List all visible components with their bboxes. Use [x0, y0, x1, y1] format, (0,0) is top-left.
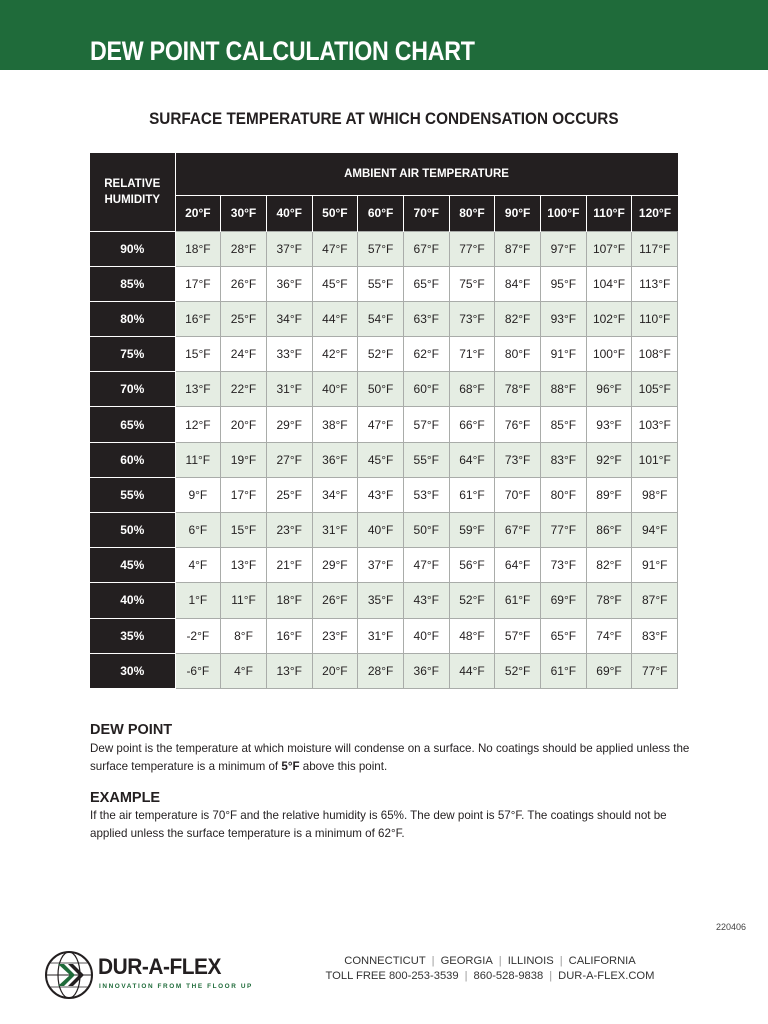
dew-point-cell: 86°F [586, 513, 632, 548]
column-header: 20°F [175, 195, 221, 231]
footer-toll-free: TOLL FREE 800-253-3539 [325, 970, 459, 982]
dew-point-cell: 65°F [403, 266, 449, 301]
dew-point-text-start: Dew point is the temperature at which moisture will condense on a surface. No coatings should be applied unless the surface temperature is a minimum of [90, 742, 690, 773]
footer-divider: | [559, 955, 563, 967]
footer-divider: | [549, 970, 553, 982]
dew-point-cell: 55°F [358, 266, 404, 301]
dew-point-cell: 83°F [541, 442, 587, 477]
dew-point-cell: 43°F [358, 477, 404, 512]
dew-point-cell: 77°F [632, 653, 678, 688]
column-header: 120°F [632, 195, 678, 231]
dew-point-cell: 13°F [266, 653, 312, 688]
humidity-cell: 85% [90, 266, 175, 301]
table-body [90, 231, 678, 688]
dew-point-cell: 61°F [495, 583, 541, 618]
dew-point-cell: 45°F [358, 442, 404, 477]
humidity-cell: 70% [90, 372, 175, 407]
dew-point-cell: 91°F [541, 337, 587, 372]
humidity-cell: 30% [90, 653, 175, 688]
dew-point-cell: 17°F [221, 477, 267, 512]
humidity-cell: 50% [90, 513, 175, 548]
dew-point-cell: 93°F [541, 301, 587, 336]
dew-point-cell: 16°F [266, 618, 312, 653]
dew-point-cell: 105°F [632, 372, 678, 407]
dew-point-cell: 60°F [403, 372, 449, 407]
page-title: DEW POINT CALCULATION CHART [90, 36, 475, 66]
dew-point-cell: 45°F [312, 266, 358, 301]
dew-point-cell: 89°F [586, 477, 632, 512]
humidity-cell: 60% [90, 442, 175, 477]
footer-website-link[interactable]: DUR-A-FLEX.COM [558, 970, 655, 982]
dew-point-cell: 82°F [495, 301, 541, 336]
footer-location: CALIFORNIA [568, 955, 636, 967]
dew-point-cell: 29°F [312, 548, 358, 583]
dew-point-cell: 33°F [266, 337, 312, 372]
globe-logo-icon [44, 950, 94, 1000]
dew-point-cell: 67°F [403, 231, 449, 266]
dew-point-cell: 36°F [266, 266, 312, 301]
column-header: 90°F [495, 195, 541, 231]
column-header: 80°F [449, 195, 495, 231]
column-header: 40°F [266, 195, 312, 231]
dew-point-cell: 18°F [175, 231, 221, 266]
dew-point-cell: 42°F [312, 337, 358, 372]
humidity-cell: 35% [90, 618, 175, 653]
dew-point-cell: 78°F [586, 583, 632, 618]
dew-point-cell: 74°F [586, 618, 632, 653]
dew-point-cell: 11°F [175, 442, 221, 477]
dew-point-cell: 17°F [175, 266, 221, 301]
dew-point-cell: 66°F [449, 407, 495, 442]
humidity-cell: 65% [90, 407, 175, 442]
dew-point-cell: 71°F [449, 337, 495, 372]
table-row [90, 337, 678, 372]
dew-point-cell: 28°F [358, 653, 404, 688]
dew-point-cell: 4°F [175, 548, 221, 583]
dew-point-cell: 57°F [403, 407, 449, 442]
dew-point-cell: 31°F [312, 513, 358, 548]
table-row [90, 407, 678, 442]
dew-point-cell: 117°F [632, 231, 678, 266]
dew-point-cell: 69°F [586, 653, 632, 688]
ambient-air-header: AMBIENT AIR TEMPERATURE [175, 153, 678, 195]
dew-point-cell: 25°F [266, 477, 312, 512]
humidity-cell: 45% [90, 548, 175, 583]
dew-point-cell: 36°F [312, 442, 358, 477]
dew-point-cell: 64°F [449, 442, 495, 477]
dew-point-cell: 52°F [449, 583, 495, 618]
dew-point-cell: 103°F [632, 407, 678, 442]
dew-point-cell: 68°F [449, 372, 495, 407]
page-subtitle [0, 109, 768, 129]
dew-point-cell: 23°F [266, 513, 312, 548]
table-row [90, 301, 678, 336]
dew-point-cell: 20°F [221, 407, 267, 442]
table-row [90, 653, 678, 688]
dew-point-cell: 55°F [403, 442, 449, 477]
footer-location: GEORGIA [440, 955, 493, 967]
dew-point-cell: 47°F [312, 231, 358, 266]
dew-point-cell: 31°F [266, 372, 312, 407]
dew-point-cell: 80°F [541, 477, 587, 512]
dur-a-flex-logo [44, 948, 264, 1002]
dew-point-table [90, 153, 678, 689]
column-header: 60°F [358, 195, 404, 231]
dew-point-cell: -6°F [175, 653, 221, 688]
dew-point-cell: 44°F [449, 653, 495, 688]
dew-point-cell: 78°F [495, 372, 541, 407]
dew-point-cell: 22°F [221, 372, 267, 407]
dew-point-title: DEW POINT [90, 722, 173, 738]
dew-point-cell: 95°F [541, 266, 587, 301]
example-text: If the air temperature is 70°F and the relative humidity is 65%. The dew point is 57°F. The coatings should not be applied unless the surface temperature is a minimum of 62°F. [90, 809, 667, 840]
dew-point-cell: 40°F [403, 618, 449, 653]
dew-point-cell: 47°F [358, 407, 404, 442]
dew-point-cell: 76°F [495, 407, 541, 442]
dew-point-cell: 62°F [403, 337, 449, 372]
dew-point-cell: 40°F [312, 372, 358, 407]
table-row [90, 477, 678, 512]
dew-point-cell: 61°F [541, 653, 587, 688]
table-row [90, 442, 678, 477]
dew-point-cell: 82°F [586, 548, 632, 583]
title-banner [0, 0, 768, 70]
table-row [90, 548, 678, 583]
dew-point-cell: 12°F [175, 407, 221, 442]
footer-divider: | [431, 955, 435, 967]
humidity-cell: 90% [90, 231, 175, 266]
dew-point-cell: 75°F [449, 266, 495, 301]
dew-point-cell: 61°F [449, 477, 495, 512]
dew-point-text [90, 740, 690, 776]
dew-point-text-end: above this point. [299, 760, 388, 773]
dew-point-cell: 77°F [449, 231, 495, 266]
table-row [90, 618, 678, 653]
dew-point-cell: 11°F [221, 583, 267, 618]
table-row [90, 266, 678, 301]
dew-point-cell: -2°F [175, 618, 221, 653]
humidity-cell: 75% [90, 337, 175, 372]
dew-point-cell: 13°F [175, 372, 221, 407]
dew-point-cell: 56°F [449, 548, 495, 583]
dew-point-cell: 37°F [358, 548, 404, 583]
humidity-cell: 80% [90, 301, 175, 336]
dew-point-cell: 113°F [632, 266, 678, 301]
dew-point-cell: 97°F [541, 231, 587, 266]
dew-point-cell: 54°F [358, 301, 404, 336]
dew-point-cell: 15°F [221, 513, 267, 548]
dew-point-cell: 73°F [449, 301, 495, 336]
dew-point-cell: 80°F [495, 337, 541, 372]
column-header: 70°F [403, 195, 449, 231]
dew-point-cell: 84°F [495, 266, 541, 301]
dew-point-cell: 8°F [221, 618, 267, 653]
dew-point-cell: 24°F [221, 337, 267, 372]
dew-point-cell: 69°F [541, 583, 587, 618]
dew-point-text-bold: 5°F [281, 760, 300, 773]
dew-point-cell: 40°F [358, 513, 404, 548]
dew-point-cell: 100°F [586, 337, 632, 372]
dew-point-cell: 21°F [266, 548, 312, 583]
dew-point-cell: 43°F [403, 583, 449, 618]
footer-locations [300, 955, 680, 967]
dew-point-cell: 59°F [449, 513, 495, 548]
table-row [90, 231, 678, 266]
example-title: EXAMPLE [90, 790, 161, 806]
footer-divider: | [464, 970, 468, 982]
dew-point-cell: 104°F [586, 266, 632, 301]
dew-point-cell: 70°F [495, 477, 541, 512]
column-header-row [90, 195, 678, 231]
dew-point-cell: 83°F [632, 618, 678, 653]
rh-header-line1: RELATIVE [104, 177, 161, 190]
dew-point-cell: 29°F [266, 407, 312, 442]
dew-point-cell: 52°F [495, 653, 541, 688]
logo-tagline: INNOVATION FROM THE FLOOR UP [99, 983, 253, 990]
dew-point-cell: 15°F [175, 337, 221, 372]
footer-location: CONNECTICUT [344, 955, 426, 967]
dew-point-cell: 53°F [403, 477, 449, 512]
dew-point-cell: 87°F [495, 231, 541, 266]
dew-point-cell: 44°F [312, 301, 358, 336]
dew-point-cell: 34°F [312, 477, 358, 512]
dew-point-cell: 102°F [586, 301, 632, 336]
dew-point-cell: 65°F [541, 618, 587, 653]
dew-point-cell: 4°F [221, 653, 267, 688]
humidity-cell: 55% [90, 477, 175, 512]
dew-point-cell: 107°F [586, 231, 632, 266]
dew-point-cell: 25°F [221, 301, 267, 336]
dew-point-cell: 57°F [495, 618, 541, 653]
dew-point-cell: 28°F [221, 231, 267, 266]
dew-point-cell: 47°F [403, 548, 449, 583]
dew-point-cell: 85°F [541, 407, 587, 442]
dew-point-cell: 63°F [403, 301, 449, 336]
dew-point-cell: 101°F [632, 442, 678, 477]
dew-point-cell: 23°F [312, 618, 358, 653]
dew-point-cell: 20°F [312, 653, 358, 688]
dew-point-cell: 94°F [632, 513, 678, 548]
footer-contacts [300, 970, 680, 982]
dew-point-cell: 26°F [221, 266, 267, 301]
column-header: 50°F [312, 195, 358, 231]
dew-point-cell: 50°F [358, 372, 404, 407]
footer-divider: | [498, 955, 502, 967]
dew-point-cell: 98°F [632, 477, 678, 512]
dew-point-cell: 38°F [312, 407, 358, 442]
dew-point-cell: 110°F [632, 301, 678, 336]
dew-point-cell: 27°F [266, 442, 312, 477]
relative-humidity-header [90, 153, 175, 231]
dew-point-cell: 64°F [495, 548, 541, 583]
column-header: 100°F [541, 195, 587, 231]
dew-point-cell: 88°F [541, 372, 587, 407]
table-row [90, 513, 678, 548]
dew-point-cell: 108°F [632, 337, 678, 372]
table-row [90, 372, 678, 407]
dew-point-cell: 77°F [541, 513, 587, 548]
dew-point-cell: 34°F [266, 301, 312, 336]
dew-point-cell: 1°F [175, 583, 221, 618]
dew-point-cell: 92°F [586, 442, 632, 477]
dew-point-cell: 35°F [358, 583, 404, 618]
footer-phone: 860-528-9838 [473, 970, 544, 982]
footer-location: ILLINOIS [507, 955, 554, 967]
dew-point-cell: 57°F [358, 231, 404, 266]
dew-point-cell: 87°F [632, 583, 678, 618]
dew-point-cell: 26°F [312, 583, 358, 618]
dew-point-cell: 19°F [221, 442, 267, 477]
dew-point-cell: 96°F [586, 372, 632, 407]
dew-point-cell: 37°F [266, 231, 312, 266]
dew-point-cell: 9°F [175, 477, 221, 512]
dew-point-cell: 13°F [221, 548, 267, 583]
dew-point-cell: 73°F [541, 548, 587, 583]
subtitle-text: SURFACE TEMPERATURE AT WHICH CONDENSATION OCCURS [149, 109, 619, 128]
dew-point-cell: 67°F [495, 513, 541, 548]
dew-point-cell: 50°F [403, 513, 449, 548]
dew-point-cell: 52°F [358, 337, 404, 372]
column-header: 110°F [586, 195, 632, 231]
humidity-cell: 40% [90, 583, 175, 618]
table-row [90, 583, 678, 618]
dew-point-cell: 16°F [175, 301, 221, 336]
document-number: 220406 [715, 922, 746, 932]
rh-header-line2: HUMIDITY [104, 193, 161, 206]
column-header: 30°F [221, 195, 267, 231]
dew-point-cell: 48°F [449, 618, 495, 653]
logo-brand-text: DUR-A-FLEX [98, 954, 221, 979]
dew-point-cell: 31°F [358, 618, 404, 653]
dew-point-cell: 91°F [632, 548, 678, 583]
dew-point-cell: 36°F [403, 653, 449, 688]
dew-point-cell: 6°F [175, 513, 221, 548]
dew-point-cell: 18°F [266, 583, 312, 618]
dew-point-cell: 93°F [586, 407, 632, 442]
dew-point-cell: 73°F [495, 442, 541, 477]
